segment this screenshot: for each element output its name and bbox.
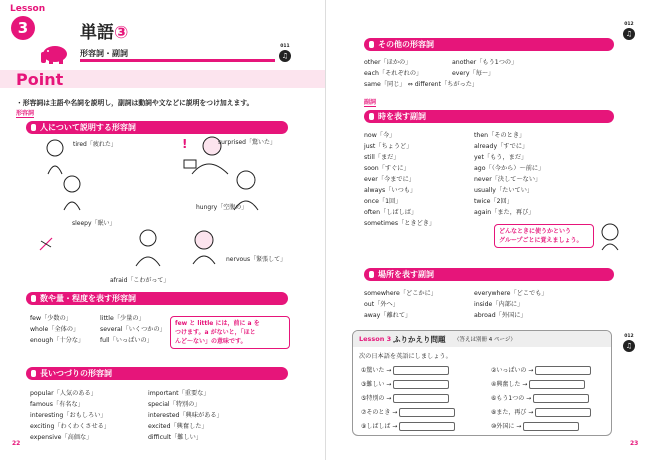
audio-track[interactable] [620,22,638,40]
list-item: another「もう1つの」 [452,59,518,66]
list-item: excited「興奮した」 [148,423,208,430]
list-item: special「特別の」 [148,401,201,408]
list-item: little「少量の」 [100,315,145,322]
answer-field[interactable] [535,408,591,417]
list-item: out「外へ」 [364,301,399,308]
list-item: just「ちょうど」 [364,143,413,150]
track-number: 012 [624,334,634,339]
review-title: ふりかえり問題 [393,335,446,344]
afraid-person-illustration [132,226,164,266]
page-subtitle: 形容詞・副詞 [80,48,275,62]
list-item: still「まだ」 [364,154,400,161]
list-item: everywhere「どこでも」 [474,290,548,297]
list-item: never「決して〜ない」 [474,176,542,183]
section-people-adjectives: 人について説明する形容詞 [26,121,288,134]
answer-field[interactable] [399,422,455,431]
list-item: several「いくつかの」 [100,326,166,333]
review-answer-note: （答えは別冊 4 ページ） [454,337,516,343]
list-item: interested「興味がある」 [148,412,223,419]
list-item: few「少数の」 [30,315,72,322]
list-item: enough「十分な」 [30,337,85,344]
caption-tired: tired「疲れた」 [73,141,117,148]
quiz-item: ⑧また，再び → [491,407,591,417]
tip-bubble-groups: どんなときに使うかという グループごとに覚えましょう。 [494,224,594,248]
answer-field[interactable] [533,394,589,403]
headphones-icon: ♫ [279,50,291,62]
page-title: 単語③ [80,23,129,43]
answer-field[interactable] [529,380,585,389]
answer-field[interactable] [393,380,449,389]
point-text: ・形容詞は主語や名詞を説明し，副詞は動詞や文などに説明をつけ加えます。 [16,99,254,107]
list-item: important「重要な」 [148,390,210,397]
point-heading: Point [16,70,64,89]
list-item: abroad「外国に」 [474,312,527,319]
caption-afraid: afraid「こわがって」 [110,277,170,284]
audio-track[interactable] [276,44,294,62]
list-item: then「そのとき」 [474,132,526,139]
page-number-left: 22 [12,440,21,447]
list-item: again「また，再び」 [474,209,535,216]
list-item: expensive「高価な」 [30,434,93,441]
caption-hungry: hungry「空腹の」 [196,204,248,211]
list-item: now「今」 [364,132,396,139]
sleepy-person-illustration [58,174,86,210]
quiz-item: ⑦そのとき → [361,407,455,417]
list-item: twice「2回」 [474,198,513,205]
answer-field[interactable] [393,366,449,375]
audio-track[interactable] [620,334,638,352]
section-other-adjectives: その他の形容詞 [364,38,614,51]
quiz-item: ⑨しばしば → [361,421,455,431]
caption-nervous: nervous「緊張して」 [226,256,287,263]
list-item: other「ほかの」 [364,59,412,66]
list-item: once「1回」 [364,198,402,205]
review-instruction: 次の日本語を英語にしましょう。 [359,353,452,360]
list-item: whole「全体の」 [30,326,80,333]
section-place-adverbs: 場所を表す副詞 [364,268,614,281]
tag-adjective: 形容詞 [16,110,35,117]
review-quiz-box [352,330,612,436]
track-number: 012 [624,22,634,27]
nervous-person-illustration [188,228,220,264]
list-item: inside「内部に」 [474,301,524,308]
list-item: full「いっぱいの」 [100,337,153,344]
section-long-adjectives: 長いつづりの形容詞 [26,367,288,380]
answer-field[interactable] [535,366,591,375]
list-item: soon「すぐに」 [364,165,410,172]
list-item: always「いつも」 [364,187,417,194]
tag-adverb: 副詞 [364,99,377,106]
section-quantity-adjectives: 数や量・程度を表す形容詞 [26,292,288,305]
page-number-right: 23 [630,440,639,447]
headphones-icon: ♫ [623,340,635,352]
review-lesson-label: Lesson 3 [359,335,392,343]
list-item: difficult「難しい」 [148,434,203,441]
quiz-item: ⑩外国に → [491,421,579,431]
list-item: already「すでに」 [474,143,529,150]
caption-sleepy: sleepy「眠い」 [72,220,116,227]
quiz-item: ①驚いた → [361,365,449,375]
lesson-label: Lesson [10,4,46,14]
list-item: popular「人気のある」 [30,390,97,397]
list-item: sometimes「ときどき」 [364,220,436,227]
list-item: famous「有名な」 [30,401,84,408]
dragonfly-icon [38,236,54,252]
teacher-avatar [598,222,622,250]
headphones-icon: ♫ [623,28,635,40]
list-item: each「それぞれの」 [364,70,423,77]
list-item: away「離れて」 [364,312,412,319]
list-item: yet「もう，まだ」 [474,154,528,161]
tired-person-illustration [40,138,70,174]
list-item: usually「たいてい」 [474,187,534,194]
track-number: 011 [280,44,290,49]
list-item: ever「今までに」 [364,176,415,183]
answer-field[interactable] [523,422,579,431]
list-item: exciting「わくわくさせる」 [30,423,111,430]
section-time-adverbs: 時を表す副詞 [364,110,614,123]
list-item: ago「（今から）〜前に」 [474,165,545,172]
quiz-item: ④興奮した → [491,379,585,389]
list-item: somewhere「どこかに」 [364,290,437,297]
list-item: interesting「おもしろい」 [30,412,107,419]
quiz-item: ⑤特別の → [361,393,449,403]
quiz-item: ②いっぱいの → [491,365,591,375]
lesson-number-badge: 3 [11,16,35,40]
elephant-icon [38,44,70,64]
quiz-item: ③難しい → [361,379,449,389]
tip-bubble-few-little: few と little には，前に a を つけます。a がないと，「ほと んど〜ない」の意味です。 [170,316,290,349]
caption-surprised: surprised「驚いた」 [218,139,276,146]
answer-field[interactable] [399,408,455,417]
svg-text:!: ! [182,137,188,151]
list-item: same「同じ」 ⇔ different「ちがった」 [364,81,479,88]
quiz-item: ⑥もう1つの → [491,393,589,403]
list-item: often「しばしば」 [364,209,418,216]
list-item: every「毎〜」 [452,70,495,77]
answer-field[interactable] [393,394,449,403]
